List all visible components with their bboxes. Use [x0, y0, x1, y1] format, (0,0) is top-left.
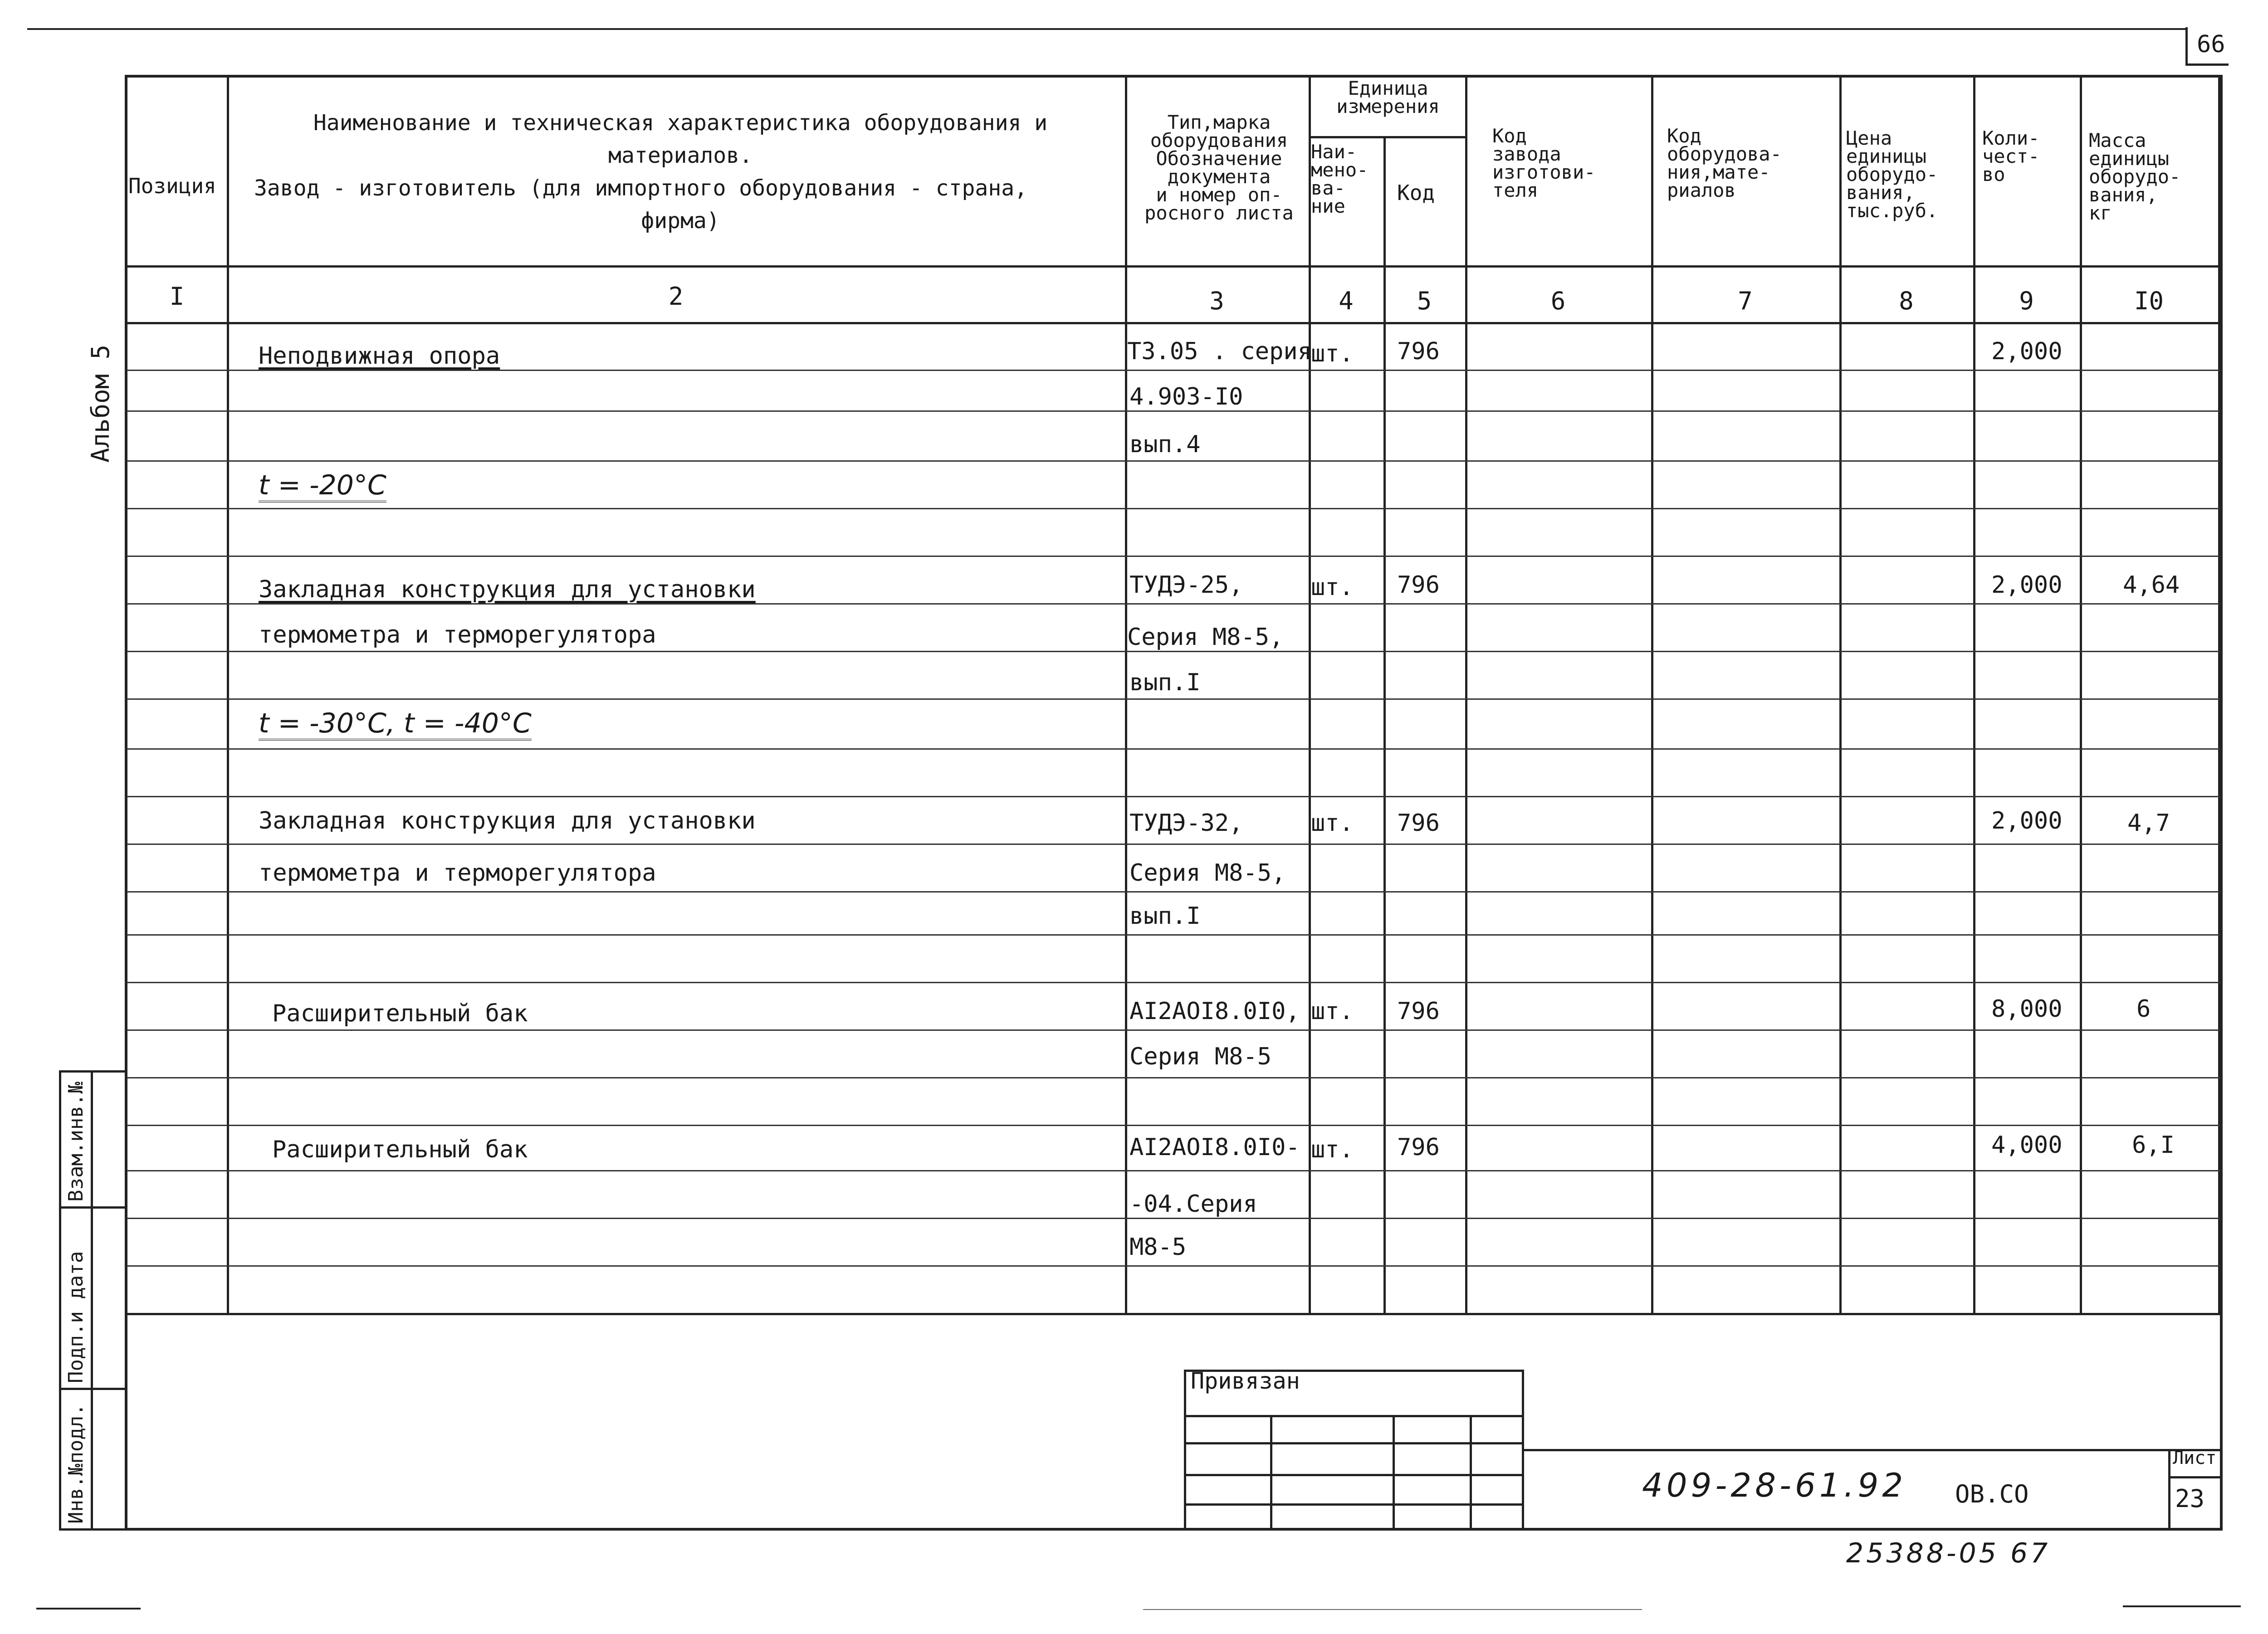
- col-num-8: 8: [1899, 287, 1914, 315]
- row10-type: Серия М8-5,: [1129, 859, 1286, 887]
- doc-code: 409-28-61.92: [1642, 1466, 1907, 1504]
- row9-code: 796: [1397, 810, 1440, 837]
- title-block-top: [1524, 1449, 2223, 1451]
- row3-type: вып.4: [1129, 431, 1201, 458]
- row7-type: вып.I: [1129, 669, 1201, 696]
- row5-unit: шт.: [1311, 574, 1354, 601]
- row5-name: Закладная конструкция для установки: [259, 576, 756, 603]
- row1-code: 796: [1397, 338, 1440, 365]
- sheet-label: Лист: [2173, 1448, 2217, 1468]
- side-stamp-sign: Подп.и дата: [64, 1251, 88, 1383]
- header-factory-code: Код завода изготови- теля: [1492, 125, 1596, 201]
- header-price: Цена единицы оборудо- вания, тыс.руб.: [1846, 127, 1938, 222]
- page-number: 66: [2197, 31, 2225, 58]
- row9-name: Закладная конструкция для установки: [259, 807, 756, 834]
- col-num-3: 3: [1209, 287, 1224, 315]
- row6-type: Серия М8-5,: [1127, 624, 1284, 651]
- bottom-rule-right: [2123, 1605, 2241, 1607]
- row16-type: М8-5: [1129, 1234, 1187, 1261]
- side-stamp-inv: Инв.№подл.: [64, 1404, 88, 1524]
- col-num-2: 2: [668, 282, 684, 311]
- header-type: Тип,марка оборудования Обозначение документа и номер оп- росного листа: [1144, 111, 1294, 224]
- col-num-9: 9: [2019, 287, 2034, 315]
- page-number-box: [2185, 27, 2229, 66]
- row15-type: -04.Серия: [1129, 1190, 1257, 1218]
- row5-code: 796: [1397, 571, 1440, 599]
- row1-name: Неподвижная опора: [259, 342, 500, 370]
- row8-note: t = -30°C, t = -40°C: [259, 710, 532, 741]
- col-num-10: I0: [2134, 287, 2164, 315]
- binding-label: Привязан: [1191, 1368, 1300, 1394]
- top-rule: [27, 28, 2186, 30]
- row1-unit: шт.: [1311, 340, 1354, 367]
- row12-mass: 6: [2136, 995, 2151, 1023]
- row14-name: Расширительный бак: [272, 1136, 528, 1163]
- header-name: Наименование и техническая характеристика оборудования и материалов. Завод - изготовитель (для импортного оборудования - страна, фирма): [254, 110, 1048, 234]
- bottom-rule-left: [36, 1608, 141, 1610]
- row2-type: 4.903-I0: [1129, 383, 1243, 410]
- row12-unit: шт.: [1311, 998, 1354, 1025]
- side-stamp-replace: Взам.инв.№: [64, 1082, 88, 1202]
- row6-name: термометра и терморегулятора: [259, 621, 656, 649]
- row1-qty: 2,000: [1991, 338, 2063, 365]
- row9-type: ТУДЭ-32,: [1129, 810, 1243, 837]
- header-unit-group: Единица измерения: [1336, 77, 1440, 117]
- col-num-1: I: [169, 282, 185, 311]
- header-equipment-code: Код оборудова- ния,мате- риалов: [1667, 125, 1782, 201]
- row14-qty: 4,000: [1991, 1132, 2063, 1159]
- col-num-7: 7: [1738, 287, 1753, 315]
- row14-mass: 6,I: [2132, 1132, 2175, 1159]
- row5-type: ТУДЭ-25,: [1129, 571, 1243, 599]
- row4-note: t = -20°C: [259, 472, 386, 502]
- row9-mass: 4,7: [2127, 810, 2170, 837]
- row5-qty: 2,000: [1991, 571, 2063, 599]
- row14-code: 796: [1397, 1134, 1440, 1161]
- row13-type: Серия М8-5: [1129, 1043, 1272, 1070]
- row14-unit: шт.: [1311, 1136, 1354, 1163]
- row10-name: термометра и терморегулятора: [259, 859, 656, 887]
- header-position: Позиция: [128, 174, 216, 198]
- row1-type: Т3.05 . серия: [1127, 338, 1312, 365]
- doc-suffix: ОВ.СО: [1955, 1480, 2029, 1508]
- header-mass: Масса единицы оборудо- вания, кг: [2089, 129, 2181, 224]
- row12-qty: 8,000: [1991, 995, 2063, 1023]
- row12-type: AI2AOI8.0I0,: [1129, 998, 1300, 1025]
- row12-code: 796: [1397, 998, 1440, 1025]
- row5-mass: 4,64: [2123, 571, 2180, 599]
- row11-type: вып.I: [1129, 902, 1201, 930]
- row12-name: Расширительный бак: [272, 1000, 528, 1027]
- sheet-number: 23: [2175, 1484, 2205, 1513]
- footer-code: 25388-05 67: [1846, 1537, 2051, 1569]
- col-num-6: 6: [1550, 287, 1566, 315]
- header-unit-name: Наи- мено- ва- ние: [1311, 141, 1369, 217]
- col-num-4: 4: [1339, 287, 1354, 315]
- bottom-rule-mid: [1143, 1609, 1642, 1610]
- col-num-5: 5: [1417, 287, 1432, 315]
- header-unit-code: Код: [1397, 180, 1435, 205]
- row14-type: AI2AOI8.0I0-: [1129, 1134, 1300, 1161]
- album-label: Альбом 5: [86, 344, 115, 463]
- row9-unit: шт.: [1311, 810, 1354, 837]
- header-quantity: Коли- чест- во: [1982, 127, 2040, 185]
- row9-qty: 2,000: [1991, 807, 2063, 834]
